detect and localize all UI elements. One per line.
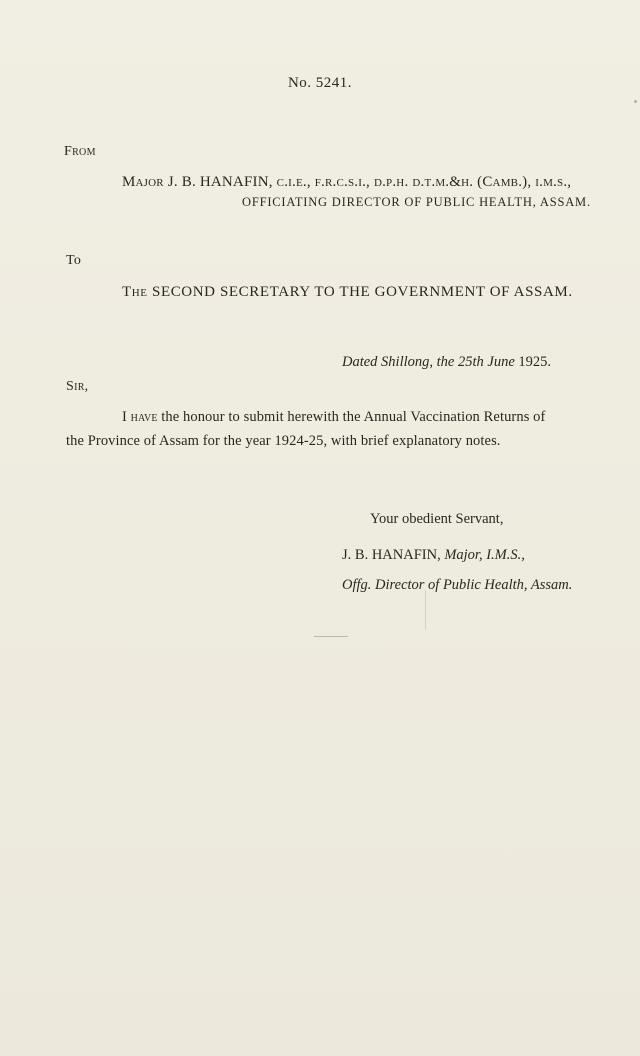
sender-position: OFFICIATING DIRECTOR OF PUBLIC HEALTH, ASSAM. [242,195,591,209]
addressee-line [122,285,573,300]
body-line-1 [122,410,545,425]
sender-line [122,175,571,190]
dated-year: 1925. [518,354,552,370]
dated-place: Dated Shillong, [342,354,434,370]
dated-date: the 25th June [436,354,515,370]
closing-phrase: Your obedient Servant, [370,511,504,527]
signature-rank: Major, I.M.S., [444,547,525,563]
scan-mark [634,100,637,103]
scan-mark [314,636,348,637]
sender-name: J. B. HANAFIN, [167,174,273,190]
signature-name: J. B. HANAFIN, [342,547,441,563]
body-line-1-rest: the honour to submit herewith the Annual Vaccination Returns of [157,409,546,425]
dated-line [342,355,551,370]
from-label: From [64,144,96,159]
addressee-article: The [122,284,148,300]
body-line-2: the Province of Assam for the year 1924-25, with brief explanatory notes. [66,433,501,449]
signature-title: Offg. Director of Public Health, Assam. [342,577,573,593]
addressee-title: SECOND SECRETARY TO THE GOVERNMENT OF ASSAM. [152,284,573,300]
salutation: Sir, [66,379,89,394]
body-lead: I have [122,409,158,425]
sender-rank: Major [122,174,164,190]
scan-mark [425,590,426,630]
to-label: To [66,253,82,268]
document-number: No. 5241. [287,75,353,91]
signature-name-line [342,548,525,563]
sender-credentials: c.i.e., f.r.c.s.i., d.p.h. d.t.m.&h. (Camb.), i.m.s., [276,174,572,190]
